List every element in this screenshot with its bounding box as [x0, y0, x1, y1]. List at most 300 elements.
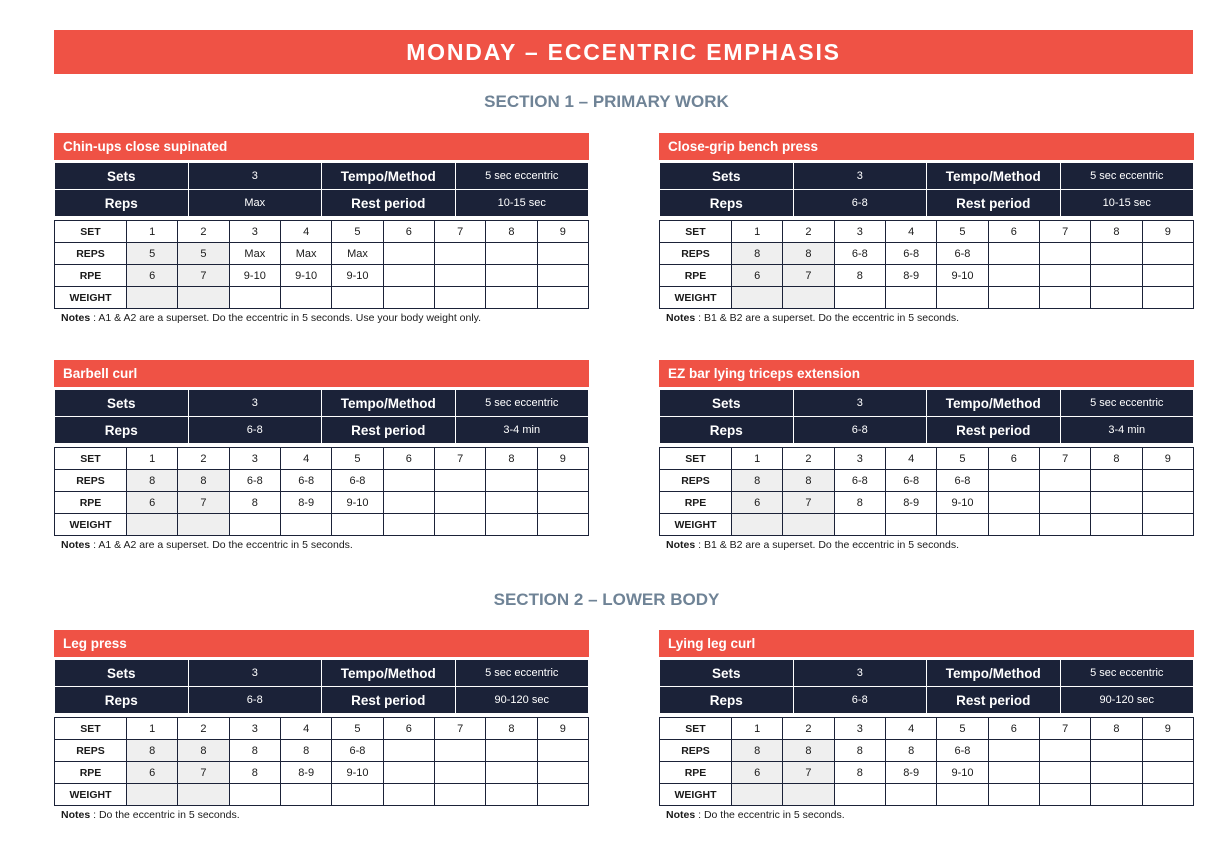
set-row-cell: 1	[127, 221, 178, 243]
reps-row-cell: Max	[280, 243, 331, 265]
exercise-title: Chin-ups close supinated	[54, 133, 589, 160]
rpe-row-cell: 8-9	[885, 265, 936, 287]
reps-row-cell: 6-8	[885, 243, 936, 265]
set-row-cell: 9	[1142, 221, 1193, 243]
weight-row-cell[interactable]	[332, 287, 383, 309]
weight-row-cell[interactable]	[783, 287, 834, 309]
weight-row-cell[interactable]	[1142, 287, 1193, 309]
weight-row-cell[interactable]	[1039, 514, 1090, 536]
weight-row-cell[interactable]	[537, 514, 588, 536]
notes-text: Do the eccentric in 5 seconds.	[703, 809, 845, 821]
reps-row-cell: 5	[178, 243, 229, 265]
rpe-row-cell	[1091, 492, 1142, 514]
rpe-row-cell	[486, 492, 537, 514]
reps-row-cell	[1091, 470, 1142, 492]
reps-row-cell: 6-8	[332, 470, 383, 492]
rpe-row-label: RPE	[660, 492, 732, 514]
notes-label: Notes	[666, 539, 696, 551]
rpe-row-cell: 8-9	[280, 492, 331, 514]
set-row-cell: 7	[1039, 221, 1090, 243]
rpe-row-cell	[486, 762, 537, 784]
rpe-row-cell: 7	[178, 492, 229, 514]
rpe-row-cell	[537, 265, 588, 287]
sets-label: Sets	[55, 390, 189, 417]
rpe-row-cell	[434, 265, 485, 287]
set-row-cell: 1	[732, 448, 783, 470]
reps-row-cell	[486, 740, 537, 762]
notes-label: Notes	[666, 312, 696, 324]
set-row-cell: 1	[127, 718, 178, 740]
set-row	[660, 448, 1194, 470]
rpe-row-cell	[1091, 265, 1142, 287]
reps-row-cell: 8	[885, 740, 936, 762]
weight-row-cell[interactable]	[1091, 287, 1142, 309]
weight-row-cell[interactable]	[434, 287, 485, 309]
section-title-primary-work: SECTION 1 – PRIMARY WORK	[484, 92, 729, 111]
weight-row-cell[interactable]	[988, 287, 1039, 309]
rpe-row-cell: 9-10	[332, 265, 383, 287]
set-log-table	[54, 717, 589, 806]
set-row-cell: 9	[537, 448, 588, 470]
rest-value: 3-4 min	[1060, 417, 1194, 444]
set-row-cell: 4	[280, 221, 331, 243]
rpe-row-cell	[383, 265, 434, 287]
reps-row-cell: 6-8	[937, 470, 988, 492]
rest-label: Rest period	[322, 417, 456, 444]
tempo-value: 5 sec eccentric	[455, 163, 589, 190]
rpe-row	[55, 265, 589, 287]
weight-row-cell[interactable]	[383, 514, 434, 536]
reps-row-cell	[1142, 740, 1193, 762]
weight-row-cell[interactable]	[332, 514, 383, 536]
rpe-row-cell	[434, 762, 485, 784]
reps-row-cell: 8	[127, 470, 178, 492]
rpe-row-cell: 9-10	[937, 762, 988, 784]
rest-label: Rest period	[322, 687, 456, 714]
weight-row-cell[interactable]	[885, 287, 936, 309]
reps-row-label: REPS	[55, 470, 127, 492]
exercise-title: Lying leg curl	[659, 630, 1194, 657]
notes-label: Notes	[61, 312, 91, 324]
set-log-table	[659, 717, 1194, 806]
rpe-row-cell: 9-10	[332, 492, 383, 514]
reps-value: 6-8	[793, 687, 927, 714]
reps-row-cell: 8	[732, 740, 783, 762]
weight-row-cell[interactable]	[229, 514, 280, 536]
weight-row-cell[interactable]	[783, 514, 834, 536]
rpe-row-cell	[1039, 492, 1090, 514]
rpe-row-cell	[1039, 762, 1090, 784]
set-row-label: SET	[55, 448, 127, 470]
rpe-row-cell: 9-10	[280, 265, 331, 287]
reps-row-cell	[1142, 243, 1193, 265]
rpe-row-cell: 8-9	[885, 762, 936, 784]
weight-row-cell[interactable]	[732, 514, 783, 536]
set-row-cell: 2	[178, 221, 229, 243]
section-title-lower-body: SECTION 2 – LOWER BODY	[493, 590, 720, 609]
exercise-title: Leg press	[54, 630, 589, 657]
weight-row-label: WEIGHT	[660, 287, 732, 309]
set-row-label: SET	[660, 448, 732, 470]
weight-row-cell[interactable]	[732, 784, 783, 806]
reps-row	[55, 470, 589, 492]
reps-row-cell: 8	[732, 470, 783, 492]
rpe-row-cell: 9-10	[229, 265, 280, 287]
reps-row-cell: 8	[178, 470, 229, 492]
weight-row	[55, 514, 589, 536]
weight-row-cell[interactable]	[537, 287, 588, 309]
rpe-row	[660, 762, 1194, 784]
reps-row-cell	[1039, 470, 1090, 492]
set-row-cell: 8	[1091, 718, 1142, 740]
set-row-cell: 4	[885, 448, 936, 470]
set-row-cell: 6	[383, 718, 434, 740]
weight-row-cell[interactable]	[885, 514, 936, 536]
set-row-label: SET	[660, 221, 732, 243]
reps-row-cell	[486, 470, 537, 492]
weight-row-cell[interactable]	[434, 514, 485, 536]
exercise-notes	[659, 539, 1194, 551]
reps-row	[660, 243, 1194, 265]
notes-separator: :	[695, 809, 704, 821]
set-row	[660, 718, 1194, 740]
reps-row-cell: 6-8	[937, 740, 988, 762]
rpe-row-cell: 9-10	[332, 762, 383, 784]
reps-value: 6-8	[793, 190, 927, 217]
sets-value: 3	[188, 390, 322, 417]
weight-row	[55, 784, 589, 806]
reps-row-cell	[988, 470, 1039, 492]
weight-row-cell[interactable]	[537, 784, 588, 806]
reps-row-cell: 8	[783, 740, 834, 762]
weight-row-cell[interactable]	[1039, 287, 1090, 309]
rpe-row-cell	[1091, 762, 1142, 784]
set-row-cell: 9	[537, 221, 588, 243]
set-row-cell: 9	[537, 718, 588, 740]
tempo-label: Tempo/Method	[322, 660, 456, 687]
rpe-row-cell: 9-10	[937, 265, 988, 287]
set-row-cell: 7	[434, 221, 485, 243]
reps-label: Reps	[660, 687, 794, 714]
rpe-row	[55, 762, 589, 784]
rpe-row-cell: 6	[127, 492, 178, 514]
notes-label: Notes	[61, 809, 91, 821]
set-row	[55, 221, 589, 243]
weight-row-cell[interactable]	[732, 287, 783, 309]
set-row-cell: 3	[834, 448, 885, 470]
weight-row-cell[interactable]	[486, 287, 537, 309]
weight-row-cell[interactable]	[834, 287, 885, 309]
reps-row-cell: 8	[127, 740, 178, 762]
exercise-params-table	[659, 389, 1194, 444]
weight-row-cell[interactable]	[937, 287, 988, 309]
reps-label: Reps	[55, 687, 189, 714]
weight-row-cell[interactable]	[988, 514, 1039, 536]
reps-row-cell: Max	[229, 243, 280, 265]
exercise-notes	[54, 539, 589, 551]
reps-row-cell: 8	[229, 740, 280, 762]
rpe-row-cell: 8	[834, 762, 885, 784]
weight-row-label: WEIGHT	[55, 784, 127, 806]
weight-row-cell[interactable]	[937, 784, 988, 806]
weight-row	[660, 784, 1194, 806]
set-row-cell: 5	[332, 718, 383, 740]
weight-row-cell[interactable]	[937, 514, 988, 536]
rpe-row-cell: 7	[783, 265, 834, 287]
weight-row-cell[interactable]	[178, 514, 229, 536]
weight-row-cell[interactable]	[280, 514, 331, 536]
rpe-row-label: RPE	[55, 492, 127, 514]
set-row-cell: 7	[1039, 718, 1090, 740]
rpe-row-cell: 7	[783, 492, 834, 514]
tempo-value: 5 sec eccentric	[1060, 390, 1194, 417]
weight-row-cell[interactable]	[383, 287, 434, 309]
reps-row-label: REPS	[660, 470, 732, 492]
rpe-row-cell	[1142, 492, 1193, 514]
reps-row-cell	[988, 243, 1039, 265]
reps-value: 6-8	[188, 417, 322, 444]
exercise-card	[659, 133, 1194, 324]
set-row-cell: 4	[885, 718, 936, 740]
set-row-cell: 7	[1039, 448, 1090, 470]
reps-row	[55, 243, 589, 265]
reps-row	[660, 740, 1194, 762]
weight-row-cell[interactable]	[1142, 784, 1193, 806]
tempo-value: 5 sec eccentric	[1060, 660, 1194, 687]
weight-row-cell[interactable]	[434, 784, 485, 806]
reps-label: Reps	[660, 190, 794, 217]
rest-value: 90-120 sec	[455, 687, 589, 714]
rpe-row-cell	[988, 265, 1039, 287]
weight-row-cell[interactable]	[783, 784, 834, 806]
reps-row-cell	[1091, 243, 1142, 265]
rpe-row-cell: 6	[732, 492, 783, 514]
set-row-cell: 8	[486, 448, 537, 470]
weight-row	[55, 287, 589, 309]
reps-row-cell	[1142, 470, 1193, 492]
set-row-cell: 6	[383, 448, 434, 470]
rpe-row-cell	[988, 762, 1039, 784]
set-row-cell: 6	[383, 221, 434, 243]
rpe-row-cell: 7	[783, 762, 834, 784]
reps-row	[660, 470, 1194, 492]
rpe-row-cell: 8	[834, 492, 885, 514]
tempo-label: Tempo/Method	[927, 660, 1061, 687]
tempo-label: Tempo/Method	[927, 163, 1061, 190]
exercise-params-table	[659, 659, 1194, 714]
rpe-row-cell: 6	[127, 265, 178, 287]
weight-row-cell[interactable]	[383, 784, 434, 806]
rpe-row-cell: 6	[732, 762, 783, 784]
set-row-cell: 1	[732, 221, 783, 243]
set-row-cell: 5	[937, 718, 988, 740]
exercise-params-table	[54, 659, 589, 714]
rpe-row-cell: 7	[178, 265, 229, 287]
reps-row-cell: 8	[178, 740, 229, 762]
weight-row-cell[interactable]	[1142, 514, 1193, 536]
set-row	[660, 221, 1194, 243]
weight-row-cell[interactable]	[229, 287, 280, 309]
reps-row-cell: 6-8	[834, 470, 885, 492]
set-row-cell: 3	[229, 221, 280, 243]
set-row-cell: 4	[280, 718, 331, 740]
rpe-row-cell	[988, 492, 1039, 514]
exercise-card	[54, 360, 589, 551]
set-row-cell: 8	[1091, 448, 1142, 470]
weight-row-cell[interactable]	[127, 287, 178, 309]
rpe-row	[660, 492, 1194, 514]
reps-row-cell	[988, 740, 1039, 762]
reps-row-cell	[383, 740, 434, 762]
notes-separator: :	[90, 539, 99, 551]
rpe-row-label: RPE	[660, 265, 732, 287]
rpe-row-cell	[383, 762, 434, 784]
weight-row-cell[interactable]	[229, 784, 280, 806]
weight-row-cell[interactable]	[486, 514, 537, 536]
weight-row-label: WEIGHT	[660, 784, 732, 806]
reps-row-label: REPS	[55, 243, 127, 265]
weight-row-cell[interactable]	[1039, 784, 1090, 806]
reps-row-cell	[434, 470, 485, 492]
set-row-cell: 1	[127, 448, 178, 470]
weight-row-cell[interactable]	[332, 784, 383, 806]
rest-label: Rest period	[927, 417, 1061, 444]
set-row-cell: 4	[280, 448, 331, 470]
set-row-cell: 7	[434, 448, 485, 470]
weight-row-cell[interactable]	[885, 784, 936, 806]
reps-row-label: REPS	[55, 740, 127, 762]
weight-row-cell[interactable]	[280, 784, 331, 806]
rpe-row-cell	[434, 492, 485, 514]
set-row-cell: 5	[332, 221, 383, 243]
rpe-row-cell: 8	[229, 762, 280, 784]
reps-row-cell	[1039, 740, 1090, 762]
rpe-row-cell	[1142, 265, 1193, 287]
weight-row-label: WEIGHT	[660, 514, 732, 536]
weight-row-cell[interactable]	[1091, 514, 1142, 536]
exercise-notes	[659, 312, 1194, 324]
set-row-cell: 6	[988, 448, 1039, 470]
reps-row-label: REPS	[660, 740, 732, 762]
reps-row-cell: 6-8	[937, 243, 988, 265]
tempo-value: 5 sec eccentric	[1060, 163, 1194, 190]
weight-row	[660, 287, 1194, 309]
set-log-table	[659, 220, 1194, 309]
reps-row-cell: 8	[732, 243, 783, 265]
exercise-card	[54, 133, 589, 324]
weight-row-cell[interactable]	[988, 784, 1039, 806]
notes-separator: :	[695, 539, 704, 551]
sets-label: Sets	[660, 163, 794, 190]
sets-value: 3	[188, 163, 322, 190]
rpe-row-cell: 8	[229, 492, 280, 514]
weight-row-cell[interactable]	[127, 784, 178, 806]
weight-row-cell[interactable]	[178, 287, 229, 309]
set-log-table	[54, 447, 589, 536]
weight-row-cell[interactable]	[486, 784, 537, 806]
weight-row-cell[interactable]	[1091, 784, 1142, 806]
set-row-cell: 2	[783, 718, 834, 740]
set-row-cell: 8	[486, 718, 537, 740]
notes-text: A1 & A2 are a superset. Do the eccentric in 5 seconds.	[98, 539, 353, 551]
reps-row-cell	[383, 470, 434, 492]
set-row-label: SET	[55, 221, 127, 243]
weight-row-cell[interactable]	[834, 514, 885, 536]
set-row-cell: 2	[178, 718, 229, 740]
reps-row-cell: 5	[127, 243, 178, 265]
set-row-cell: 3	[229, 448, 280, 470]
reps-row-label: REPS	[660, 243, 732, 265]
weight-row-cell[interactable]	[127, 514, 178, 536]
rest-value: 10-15 sec	[455, 190, 589, 217]
set-row-cell: 4	[885, 221, 936, 243]
rpe-row-cell	[537, 762, 588, 784]
rpe-row-cell: 8-9	[885, 492, 936, 514]
reps-row-cell: 6-8	[834, 243, 885, 265]
rpe-row	[55, 492, 589, 514]
set-row-cell: 2	[178, 448, 229, 470]
tempo-label: Tempo/Method	[322, 390, 456, 417]
exercise-card	[659, 630, 1194, 821]
notes-label: Notes	[61, 539, 91, 551]
rpe-row-cell	[1039, 265, 1090, 287]
rpe-row	[660, 265, 1194, 287]
weight-row-cell[interactable]	[834, 784, 885, 806]
notes-text: B1 & B2 are a superset. Do the eccentric in 5 seconds.	[703, 312, 960, 324]
set-row	[55, 718, 589, 740]
rpe-row-cell	[537, 492, 588, 514]
rpe-row-cell	[486, 265, 537, 287]
exercise-params-table	[54, 389, 589, 444]
set-row-cell: 2	[783, 448, 834, 470]
reps-row-cell	[486, 243, 537, 265]
set-row-cell: 9	[1142, 448, 1193, 470]
exercise-params-table	[54, 162, 589, 217]
weight-row	[660, 514, 1194, 536]
sets-value: 3	[793, 163, 927, 190]
notes-separator: :	[90, 809, 99, 821]
weight-row-cell[interactable]	[178, 784, 229, 806]
rpe-row-cell	[383, 492, 434, 514]
tempo-label: Tempo/Method	[322, 163, 456, 190]
reps-label: Reps	[55, 417, 189, 444]
set-row-label: SET	[660, 718, 732, 740]
set-row-cell: 5	[332, 448, 383, 470]
set-row-cell: 3	[834, 718, 885, 740]
reps-row-cell	[434, 243, 485, 265]
rest-value: 90-120 sec	[1060, 687, 1194, 714]
sets-label: Sets	[660, 660, 794, 687]
tempo-value: 5 sec eccentric	[455, 390, 589, 417]
weight-row-cell[interactable]	[280, 287, 331, 309]
reps-row-cell: 8	[280, 740, 331, 762]
notes-separator: :	[695, 312, 704, 324]
notes-label: Notes	[666, 809, 696, 821]
reps-row-cell: 6-8	[332, 740, 383, 762]
sets-label: Sets	[55, 163, 189, 190]
rpe-row-cell	[1142, 762, 1193, 784]
rest-value: 10-15 sec	[1060, 190, 1194, 217]
rpe-row-cell: 8	[834, 265, 885, 287]
set-row-cell: 5	[937, 448, 988, 470]
rest-label: Rest period	[927, 190, 1061, 217]
sets-value: 3	[188, 660, 322, 687]
set-row-cell: 8	[1091, 221, 1142, 243]
rpe-row-label: RPE	[660, 762, 732, 784]
set-log-table	[54, 220, 589, 309]
tempo-value: 5 sec eccentric	[455, 660, 589, 687]
reps-row-cell: 6-8	[280, 470, 331, 492]
